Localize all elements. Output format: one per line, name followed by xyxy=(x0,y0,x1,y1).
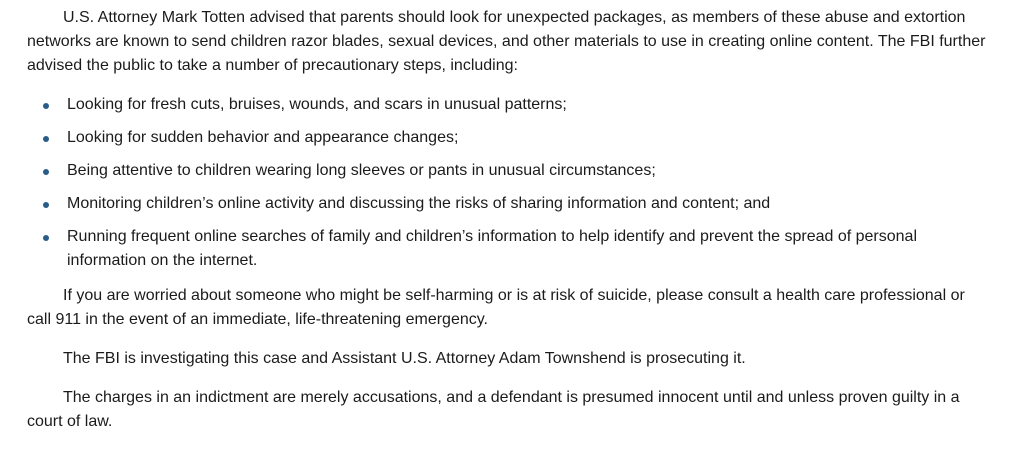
bullet-icon xyxy=(43,169,49,175)
list-item xyxy=(27,192,987,216)
bullet-icon xyxy=(43,103,49,109)
investigation-paragraph: The FBI is investigating this case and Assistant U.S. Attorney Adam Townshend is prosecuting it. xyxy=(63,350,746,367)
list-item-text: Looking for sudden behavior and appearance changes; xyxy=(67,129,459,146)
list-item xyxy=(27,159,987,183)
list-item xyxy=(27,93,987,117)
list-item-text: Being attentive to children wearing long sleeves or pants in unusual circumstances; xyxy=(67,162,656,179)
precaution-list xyxy=(27,93,987,273)
list-item-text: Running frequent online searches of family and children’s information to help identify and prevent the spread of personal information on the internet. xyxy=(67,228,918,269)
list-item-text: Looking for fresh cuts, bruises, wounds, and scars in unusual patterns; xyxy=(67,96,567,113)
intro-paragraph: U.S. Attorney Mark Totten advised that parents should look for unexpected packages, as members of these abuse and extortion networks are known to send children razor blades, sexual devices, and other materials to use in creating online content. The FBI further advised the public to take a number of precautionary steps, including: xyxy=(27,9,986,74)
bullet-icon xyxy=(43,202,49,208)
list-item-text: Monitoring children’s online activity and discussing the risks of sharing information and content; and xyxy=(67,195,771,212)
list-item xyxy=(27,126,987,150)
bullet-icon xyxy=(43,235,49,241)
bullet-icon xyxy=(43,136,49,142)
disclaimer-paragraph: The charges in an indictment are merely accusations, and a defendant is presumed innocent until and unless proven guilty in a court of law. xyxy=(27,389,960,430)
list-item xyxy=(27,225,987,273)
self-harm-paragraph: If you are worried about someone who might be self-harming or is at risk of suicide, please consult a health care professional or call 911 in the event of an immediate, life-threatening emergency. xyxy=(27,287,965,328)
